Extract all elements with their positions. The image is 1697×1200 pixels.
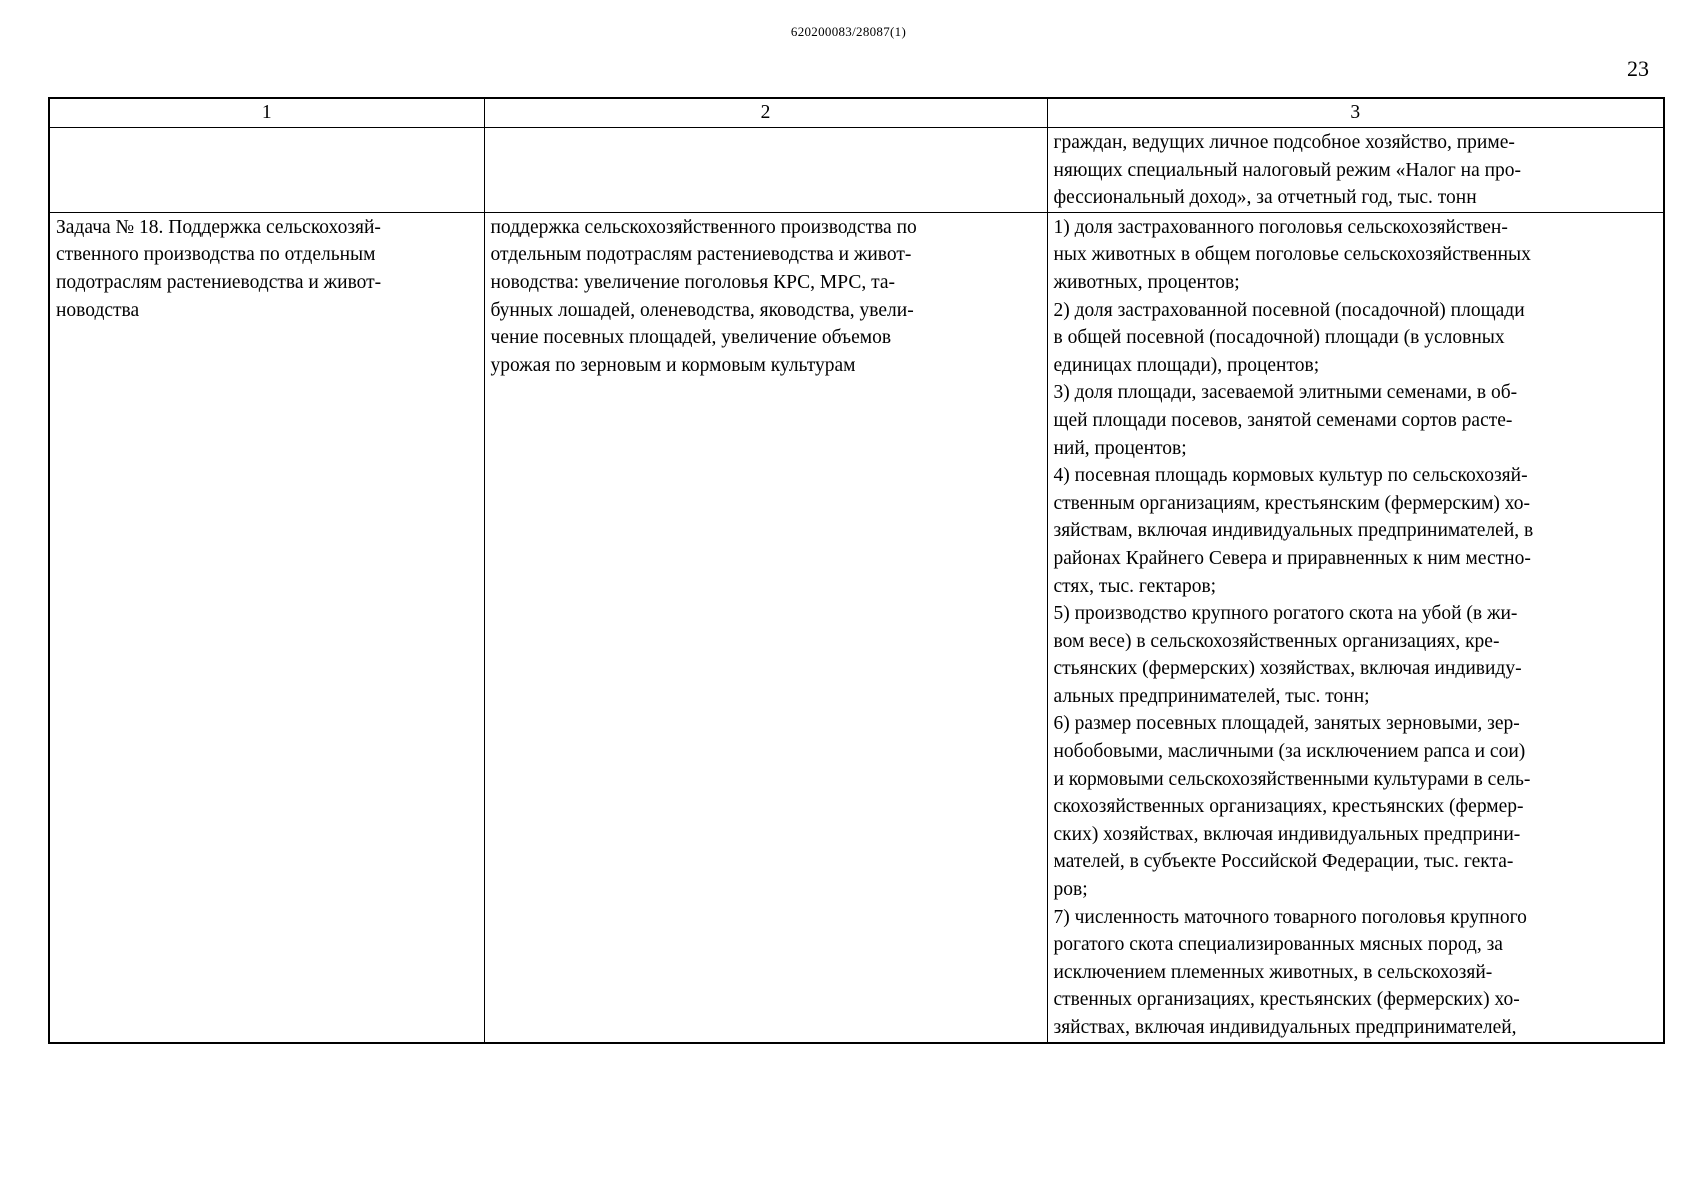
text-line: зяйствах, включая индивидуальных предпринимателей, xyxy=(1053,1017,1517,1038)
text-line: ских) хозяйствах, включая индивидуальных предприни- xyxy=(1053,823,1521,845)
text-line: 2) доля застрахованной посевной (посадочной) площади xyxy=(1053,299,1525,321)
text-line: новодства xyxy=(56,299,140,321)
text-line: зяйствам, включая индивидуальных предпринимателей, в xyxy=(1053,520,1534,542)
indicators-cell xyxy=(1047,212,1664,1042)
text-line: районах Крайнего Севера и приравненных к ним местно- xyxy=(1053,547,1531,569)
text-line: ных животных в общем поголовье сельскохозяйственных xyxy=(1053,244,1531,266)
text-line: стьянских (фермерских) хозяйствах, включая индивиду- xyxy=(1053,658,1522,680)
text-line: ний, процентов; xyxy=(1053,437,1187,459)
text-line: поддержка сельскохозяйственного производства по xyxy=(490,216,917,238)
text-line: в общей посевной (посадочной) площади (в условных xyxy=(1053,327,1505,349)
text-line: отдельным подотраслям растениеводства и живот- xyxy=(490,244,912,266)
continuation-cell-2 xyxy=(484,128,1047,213)
text-line: 1) доля застрахованного поголовья сельскохозяйствен- xyxy=(1053,216,1508,238)
continuation-cell-1 xyxy=(49,128,484,213)
text-line: щей площади посевов, занятой семенами сортов расте- xyxy=(1053,409,1513,431)
text-line: Задача № 18. Поддержка сельскохозяй- xyxy=(56,216,381,238)
text-line: 5) производство крупного рогатого скота на убой (в жи- xyxy=(1053,603,1518,625)
task-title-cell xyxy=(49,212,484,1042)
text-line: рогатого скота специализированных мясных пород, за xyxy=(1053,934,1503,956)
measures-cell xyxy=(484,212,1047,1042)
page-number: 23 xyxy=(1627,56,1649,81)
text-line: животных, процентов; xyxy=(1053,271,1240,293)
text-line: граждан, ведущих личное подсобное хозяйство, приме- xyxy=(1053,132,1515,153)
text-line: чение посевных площадей, увеличение объемов xyxy=(490,327,892,349)
text-line: нобобовыми, масличными (за исключением рапса и сои) xyxy=(1053,741,1526,763)
table-header-row xyxy=(49,98,1664,128)
document-code: 620200083/28087(1) xyxy=(790,24,907,39)
indicators-table xyxy=(48,97,1665,1044)
column-header-1: 1 xyxy=(49,98,484,128)
text-line: фессиональный доход», за отчетный год, тыс. тонн xyxy=(1053,187,1477,209)
text-line: вом весе) в сельскохозяйственных организациях, кре- xyxy=(1053,630,1500,652)
continuation-cell-3 xyxy=(1047,128,1664,213)
text-line: стях, тыс. гектаров; xyxy=(1053,575,1217,597)
text-line: подотраслям растениеводства и живот- xyxy=(56,271,382,293)
text-line: бунных лошадей, оленеводства, яководства, увели- xyxy=(490,299,914,321)
text-line: 4) посевная площадь кормовых культур по сельскохозяй- xyxy=(1053,465,1528,487)
text-line: 3) доля площади, засеваемой элитными семенами, в об- xyxy=(1053,382,1518,404)
column-header-3: 3 xyxy=(1047,98,1664,128)
text-line: альных предпринимателей, тыс. тонн; xyxy=(1053,685,1370,707)
text-line: мателей, в субъекте Российской Федерации, тыс. гекта- xyxy=(1053,851,1514,873)
text-line: урожая по зерновым и кормовым культурам xyxy=(490,354,856,376)
column-header-2: 2 xyxy=(484,98,1047,128)
text-line: новодства: увеличение поголовья КРС, МРС, та- xyxy=(490,271,896,293)
text-line: 7) численность маточного товарного поголовья крупного xyxy=(1053,906,1527,928)
text-line: единицах площади), процентов; xyxy=(1053,354,1320,376)
text-line: и кормовыми сельскохозяйственными культурами в сель- xyxy=(1053,768,1531,790)
text-line: ственным организациям, крестьянским (фермерским) хо- xyxy=(1053,492,1531,514)
text-line: 6) размер посевных площадей, занятых зерновыми, зер- xyxy=(1053,713,1520,735)
task-18-row xyxy=(49,212,1664,1042)
text-line: ственного производства по отдельным xyxy=(56,244,376,266)
text-line: ров; xyxy=(1053,879,1088,901)
text-line: исключением племенных животных, в сельскохозяй- xyxy=(1053,961,1493,983)
text-line: ственных организациях, крестьянских (фермерских) хо- xyxy=(1053,989,1520,1011)
text-line: няющих специальный налоговый режим «Налог на про- xyxy=(1053,159,1522,181)
text-line: скохозяйственных организациях, крестьянских (фермер- xyxy=(1053,796,1524,818)
continuation-row xyxy=(49,128,1664,213)
